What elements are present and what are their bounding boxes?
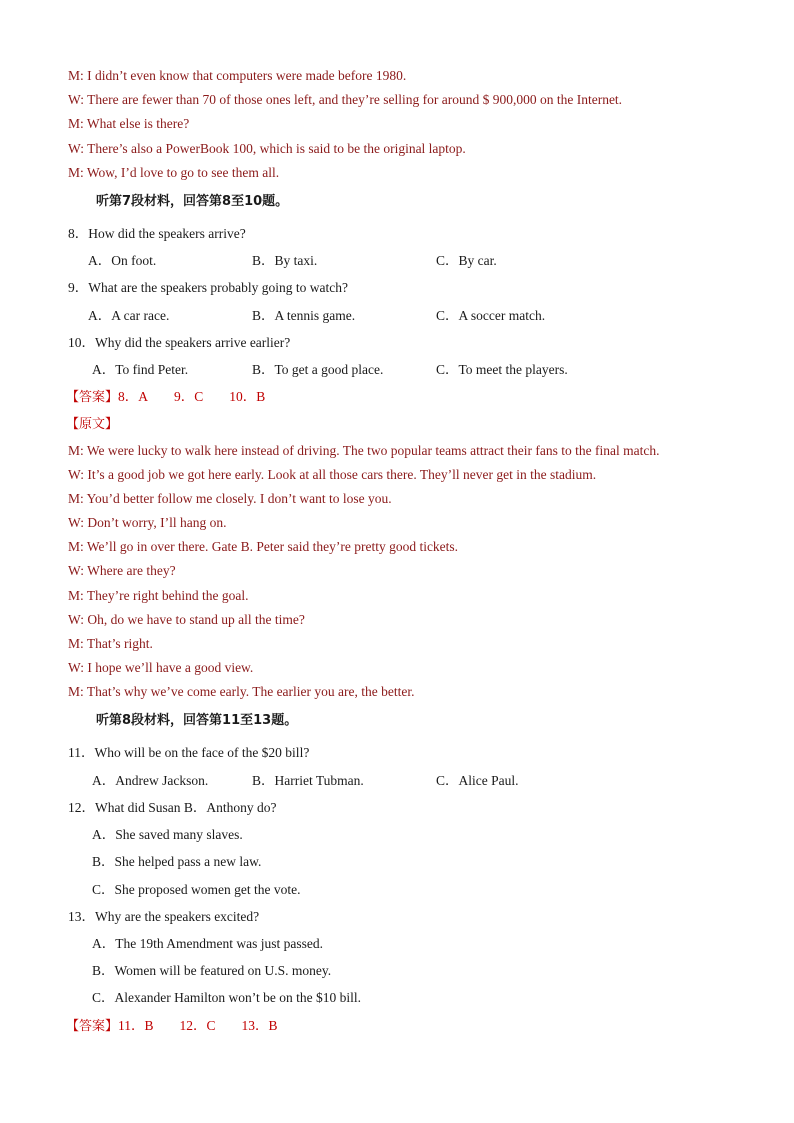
option-b: B．By taxi. xyxy=(252,253,318,268)
option-b: B．A tennis game. xyxy=(252,308,356,323)
option-c: C．She proposed women get the vote. xyxy=(92,882,301,897)
original-text-tag: 【原文】 xyxy=(66,417,119,432)
dialogue-line: M: Wow, I’d love to go to see them all. xyxy=(68,165,280,180)
dialogue-line: W: It’s a good job we got here early. Look at all those cars there. They’ll never get in the stadium. xyxy=(68,467,597,482)
option-c: C．To meet the players. xyxy=(436,362,568,377)
answer-item: 11．B xyxy=(118,1018,154,1033)
option-c: C．By car. xyxy=(436,253,497,268)
dialogue-line: W: Where are they? xyxy=(68,563,176,578)
option-a: A．A car race. xyxy=(88,308,170,323)
dialogue-line: W: There are fewer than 70 of those ones left, and they’re selling for around $ 900,000 on the Internet. xyxy=(68,92,623,107)
question-stem: 11．Who will be on the face of the $20 bill? xyxy=(68,745,310,760)
dialogue-line: W: Don’t worry, I’ll hang on. xyxy=(68,515,227,530)
dialogue-line: M: We’ll go in over there. Gate B. Peter said they’re pretty good tickets. xyxy=(68,539,459,554)
answer-item: 12．C xyxy=(179,1018,216,1033)
option-c: C．Alice Paul. xyxy=(436,773,519,788)
answer-item: 8．A xyxy=(118,389,149,404)
dialogue-line: M: What else is there? xyxy=(68,116,190,131)
option-a: A．She saved many slaves. xyxy=(92,827,243,842)
option-b: B．Women will be featured on U.S. money. xyxy=(92,963,332,978)
answer-line xyxy=(66,1017,304,1036)
dialogue-line: M: I didn’t even know that computers were made before 1980. xyxy=(68,68,407,83)
dialogue-line: M: That’s right. xyxy=(68,636,153,651)
dialogue-line: M: You’d better follow me closely. I don’t want to lose you. xyxy=(68,491,392,506)
answer-line xyxy=(66,388,291,407)
question-stem: 10．Why did the speakers arrive earlier? xyxy=(68,335,291,350)
dialogue-line: M: That’s why we’ve come early. The earlier you are, the better. xyxy=(68,684,415,699)
option-b: B．She helped pass a new law. xyxy=(92,854,262,869)
option-c: C．Alexander Hamilton won’t be on the $10 bill. xyxy=(92,990,361,1005)
option-b: B．Harriet Tubman. xyxy=(252,773,364,788)
answer-item: 10．B xyxy=(229,389,266,404)
dialogue-line: M: They’re right behind the goal. xyxy=(68,588,249,603)
section-heading: 听第7段材料，回答第8至10题。 xyxy=(96,194,289,209)
dialogue-line: M: We were lucky to walk here instead of driving. The two popular teams attract their fans to the final match. xyxy=(68,443,660,458)
option-c: C．A soccer match. xyxy=(436,308,546,323)
dialogue-line: W: Oh, do we have to stand up all the time? xyxy=(68,612,305,627)
answer-item: 13．B xyxy=(241,1018,278,1033)
answer-item: 9．C xyxy=(174,389,204,404)
question-stem: 12．What did Susan B．Anthony do? xyxy=(68,800,277,815)
answer-tag: 【答案】 xyxy=(66,1019,119,1034)
section-heading: 听第8段材料，回答第11至13题。 xyxy=(96,713,298,728)
option-a: A．The 19th Amendment was just passed. xyxy=(92,936,323,951)
dialogue-line: W: I hope we’ll have a good view. xyxy=(68,660,254,675)
question-stem: 8．How did the speakers arrive? xyxy=(68,226,246,241)
question-stem: 13．Why are the speakers excited? xyxy=(68,909,260,924)
dialogue-line: W: There’s also a PowerBook 100, which is said to be the original laptop. xyxy=(68,141,466,156)
option-a: A．On foot. xyxy=(88,253,157,268)
answer-tag: 【答案】 xyxy=(66,390,119,405)
option-b: B．To get a good place. xyxy=(252,362,384,377)
option-a: A．To find Peter. xyxy=(92,362,189,377)
question-stem: 9．What are the speakers probably going to watch? xyxy=(68,280,349,295)
option-a: A．Andrew Jackson. xyxy=(92,773,209,788)
